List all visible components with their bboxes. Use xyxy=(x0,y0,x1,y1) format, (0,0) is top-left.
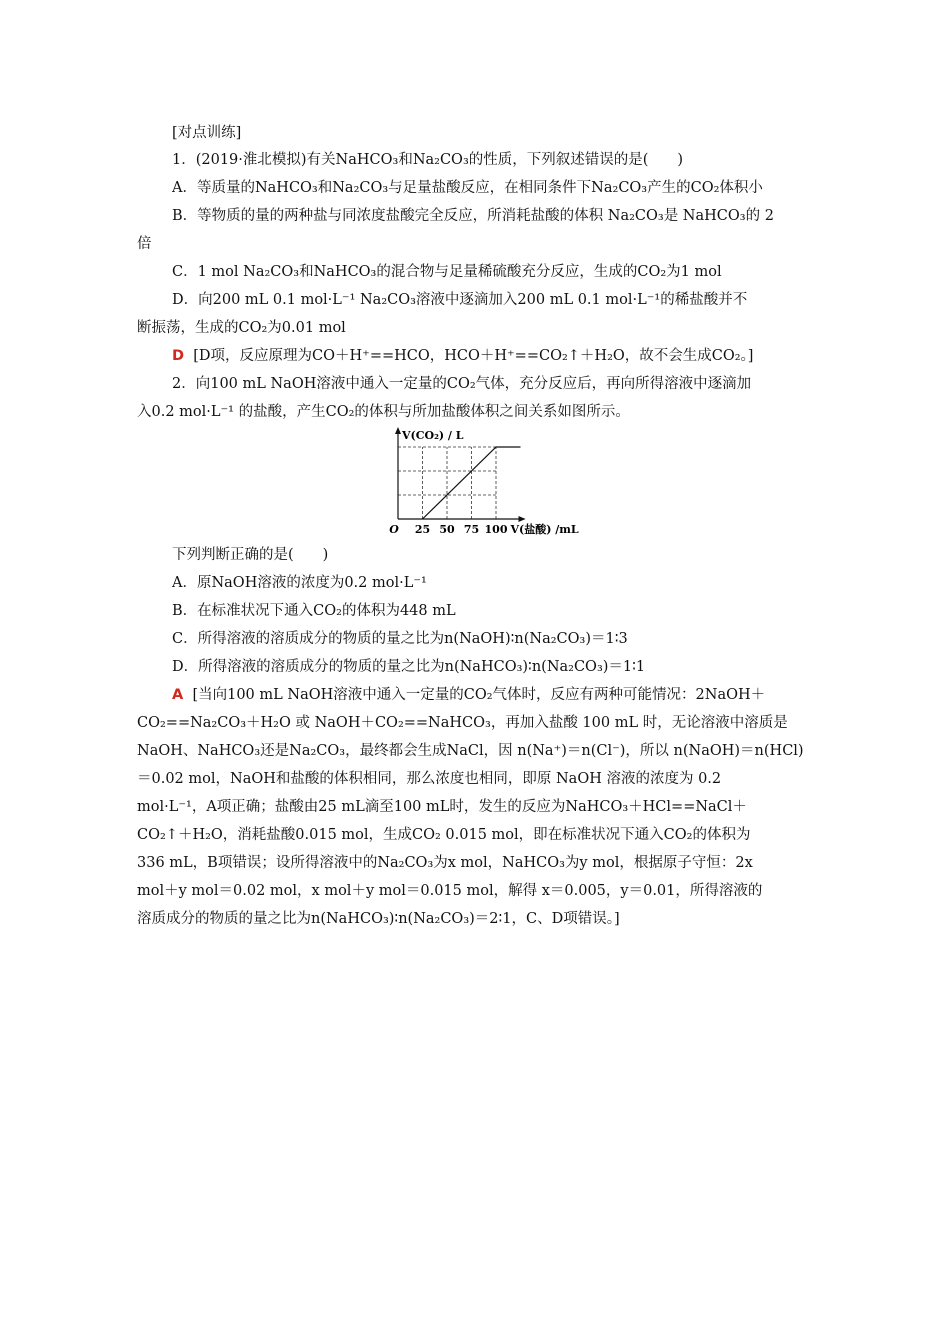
q2-explain-line-1: CO₂==Na₂CO₃＋H₂O 或 NaOH＋CO₂==NaHCO₃，再加入盐酸 100 mL 时，无论溶液中溶质是 xyxy=(137,715,788,731)
x-axis-label: V(盐酸) /mL xyxy=(510,523,579,536)
q2-prompt: 下列判断正确的是( ) xyxy=(172,547,329,563)
q1-option-a: A．等质量的NaHCO₃和Na₂CO₃与足量盐酸反应，在相同条件下Na₂CO₃产生的CO₂体积小 xyxy=(172,180,763,196)
x-tick-label: 50 xyxy=(439,523,455,536)
co2-volume-chart xyxy=(386,425,596,537)
chart-labels xyxy=(389,429,579,536)
q2-stem-line1: 2．向100 mL NaOH溶液中通入一定量的CO₂气体，充分反应后，再向所得溶液中逐滴加 xyxy=(172,376,752,392)
q2-answer-letter: A xyxy=(172,687,184,703)
q1-option-d-line2: 断振荡，生成的CO₂为0.01 mol xyxy=(137,320,346,336)
q2-answer-first-line xyxy=(172,685,765,705)
q1-option-c: C．1 mol Na₂CO₃和NaHCO₃的混合物与足量稀硫酸充分反应，生成的CO₂为1 mol xyxy=(172,264,722,280)
q1-answer-letter: D xyxy=(172,348,185,364)
q1-option-b-line2: 倍 xyxy=(137,236,152,252)
q2-explain-line-6: 336 mL，B项错误；设所得溶液中的Na₂CO₃为x mol，NaHCO₃为y mol，根据原子守恒：2x xyxy=(137,855,753,871)
q2-stem-line2: 入0.2 mol·L⁻¹ 的盐酸，产生CO₂的体积与所加盐酸体积之间关系如图所示。 xyxy=(137,404,630,420)
q2-option-a: A．原NaOH溶液的浓度为0.2 mol·L⁻¹ xyxy=(172,575,427,591)
q2-explain-line-7: mol＋y mol＝0.02 mol，x mol＋y mol＝0.015 mol，解得 x＝0.005，y＝0.01，所得溶液的 xyxy=(137,883,763,899)
q2-option-b: B．在标准状况下通入CO₂的体积为448 mL xyxy=(172,603,456,619)
q1-option-d-line1: D．向200 mL 0.1 mol·L⁻¹ Na₂CO₃溶液中逐滴加入200 mL 0.1 mol·L⁻¹的稀盐酸并不 xyxy=(172,292,748,308)
q2-explain-line-3: ＝0.02 mol，NaOH和盐酸的体积相同，那么浓度也相同，即原 NaOH 溶液的浓度为 0.2 xyxy=(137,771,722,787)
x-tick-label: 25 xyxy=(414,523,431,536)
q2-option-d: D．所得溶液的溶质成分的物质的量之比为n(NaHCO₃)∶n(Na₂CO₃)＝1∶1 xyxy=(172,659,646,675)
q2-explain-line-8: 溶质成分的物质的量之比为n(NaHCO₃)∶n(Na₂CO₃)＝2∶1，C、D项错误。] xyxy=(137,911,620,927)
q1-option-b-line1: B．等物质的量的两种盐与同浓度盐酸完全反应，所消耗盐酸的体积 Na₂CO₃是 NaHCO₃的 2 xyxy=(172,208,774,224)
q1-answer-text: [D项，反应原理为CO＋H⁺==HCO，HCO＋H⁺==CO₂↑＋H₂O，故不会生成CO₂。] xyxy=(193,348,754,364)
y-axis-label: V(CO₂) / L xyxy=(402,429,464,442)
q2-option-c: C．所得溶液的溶质成分的物质的量之比为n(NaOH)∶n(Na₂CO₃)＝1∶3 xyxy=(172,631,628,647)
q2-explain-line-0: [当向100 mL NaOH溶液中通入一定量的CO₂气体时，反应有两种可能情况：2NaOH＋ xyxy=(192,687,766,703)
y-axis-arrow xyxy=(395,427,401,434)
section-tag: [对点训练] xyxy=(172,125,242,141)
x-axis-arrow xyxy=(519,516,526,522)
origin-label: O xyxy=(389,523,399,536)
q2-explain-line-5: CO₂↑＋H₂O，消耗盐酸0.015 mol，生成CO₂ 0.015 mol，即在标准状况下通入CO₂的体积为 xyxy=(137,827,751,843)
chart-grid xyxy=(398,447,496,519)
x-tick-label: 100 xyxy=(484,523,508,536)
x-tick-label: 75 xyxy=(463,523,480,536)
q1-answer xyxy=(172,346,753,366)
q2-explain-line-2: NaOH、NaHCO₃还是Na₂CO₃，最终都会生成NaCl，因 n(Na⁺)＝n(Cl⁻)，所以 n(NaOH)＝n(HCl) xyxy=(137,743,804,759)
q2-explain-line-4: mol·L⁻¹，A项正确；盐酸由25 mL滴至100 mL时，发生的反应为NaHCO₃＋HCl==NaCl＋ xyxy=(137,799,747,815)
q1-stem: 1．(2019·淮北模拟)有关NaHCO₃和Na₂CO₃的性质，下列叙述错误的是( ) xyxy=(172,152,684,168)
